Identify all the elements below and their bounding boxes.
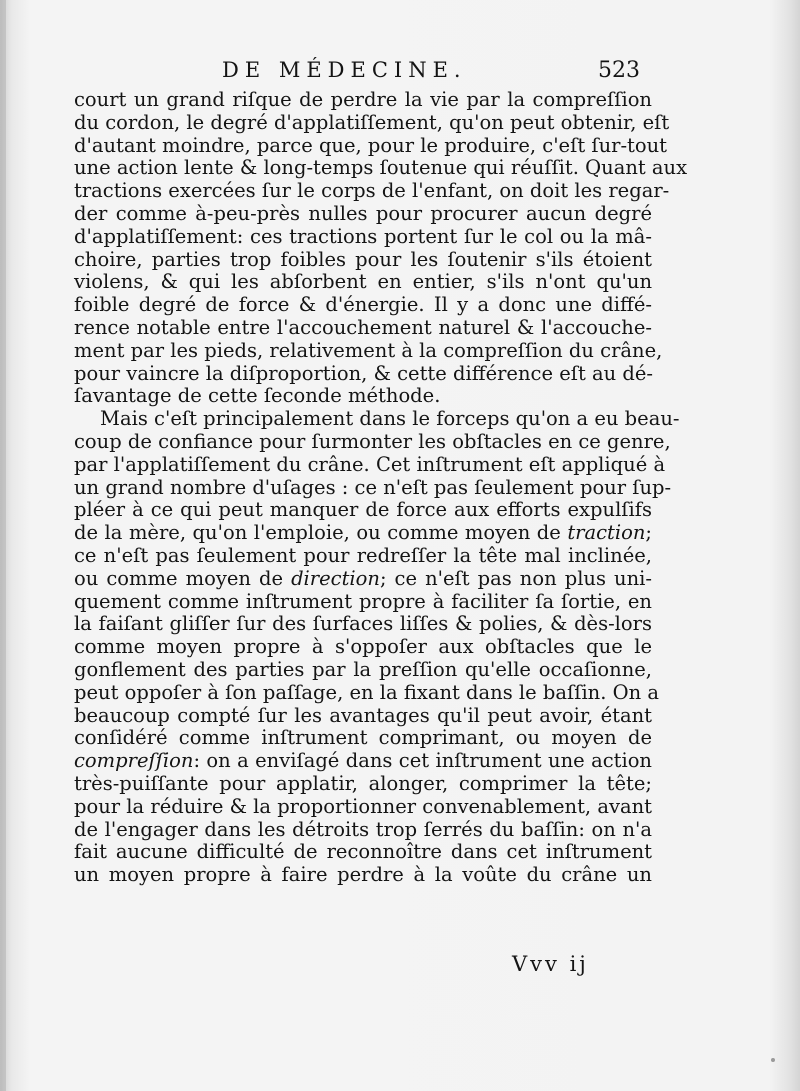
italic-term: direction — [291, 566, 380, 590]
text-line: comme moyen propre à s'oppoſer aux obſtacles que le — [74, 635, 652, 659]
bottom-right-speck — [771, 1058, 775, 1062]
text-line: pléer à ce qui peut manquer de force aux efforts expulſifs — [74, 498, 652, 522]
text-line: coup de confiance pour ſurmonter les obſtacles en ce genre, — [74, 429, 671, 453]
text-line: compreſſion: on a enviſagé dans cet inſtrument une action — [74, 749, 652, 773]
left-edge-shadow — [0, 0, 6, 1091]
paragraph-start-line: Mais c'eſt principalement dans le forceps qu'on a eu beau- — [100, 407, 680, 431]
paragraph-end-line: ſavantage de cette ſeconde méthode. — [74, 384, 441, 408]
italic-term: traction — [567, 521, 646, 545]
text-line: conſidéré comme inſtrument comprimant, ou moyen de — [74, 726, 652, 750]
text-line: la faiſant gliſſer ſur des ſurfaces liſſes & polies, & dès-lors — [74, 612, 652, 636]
text-line: peut oppoſer à ſon paſſage, en la fixant dans le baſſin. On a — [74, 680, 659, 704]
text-line: un moyen propre à faire perdre à la voûte du crâne un — [74, 863, 652, 887]
page-header — [0, 58, 800, 88]
text-line: du cordon, le degré d'applatiſſement, qu'on peut obtenir, eſt — [74, 110, 670, 134]
text-line: de la mère, qu'on l'emploie, ou comme moyen de traction; — [74, 521, 652, 545]
text-line: d'applatiſſement: ces tractions portent ſur le col ou la mâ- — [74, 224, 652, 248]
text-line: rence notable entre l'accouchement naturel & l'accouche- — [74, 315, 652, 339]
body-text — [74, 88, 688, 887]
text-line: der comme à-peu-près nulles pour procurer aucun degré — [74, 201, 652, 225]
text-line: violens, & qui les abſorbent en entier, s'ils n'ont qu'un — [74, 270, 652, 294]
italic-term: compreſſion — [74, 749, 194, 773]
text-line: une action lente & long-temps ſoutenue qui réuſſit. Quant aux — [74, 156, 688, 180]
text-line: fait aucune difficulté de reconnoître dans cet inſtrument — [74, 840, 652, 864]
text-line: pour la réduire & la proportionner convenablement, avant — [74, 794, 652, 818]
text-line: ou comme moyen de direction; ce n'eſt pas non plus uni- — [74, 566, 652, 590]
text-line: gonflement des parties par la preſſion qu'elle occaſionne, — [74, 657, 652, 681]
text-line: de l'engager dans les détroits trop ſerrés du baſſin: on n'a — [74, 817, 652, 841]
text-line: par l'applatiſſement du crâne. Cet inſtrument eſt appliqué à — [74, 452, 666, 476]
signature-mark: Vvv ij — [512, 952, 589, 976]
text-line: très-puiſſante pour applatir, alonger, comprimer la tête; — [74, 771, 652, 795]
page-number: 523 — [598, 58, 640, 83]
text-line: un grand nombre d'uſages : ce n'eſt pas ſeulement pour ſup- — [74, 475, 672, 499]
text-line: quement comme inſtrument propre à faciliter ſa ſortie, en — [74, 589, 652, 613]
text-line: court un grand riſque de perdre la vie par la compreſſion — [74, 88, 652, 111]
text-line: ment par les pieds, relativement à la compreſſion du crâne, — [74, 338, 663, 362]
text-line: tractions exercées ſur le corps de l'enfant, on doit les regar- — [74, 179, 670, 203]
text-line: d'autant moindre, parce que, pour le produire, c'eſt ſur-tout — [74, 133, 668, 157]
text-line: choire, parties trop foibles pour les ſoutenir s'ils étoient — [74, 247, 652, 271]
text-line: ce n'eſt pas ſeulement pour redreſſer la tête mal inclinée, — [74, 543, 652, 567]
text-line: pour vaincre la diſproportion, & cette différence eſt au dé- — [74, 361, 653, 385]
text-line: foible degré de force & d'énergie. Il y a donc une diffé- — [74, 293, 652, 317]
running-head: DE MÉDECINE. — [222, 58, 467, 82]
text-line: beaucoup compté ſur les avantages qu'il peut avoir, étant — [74, 703, 652, 727]
